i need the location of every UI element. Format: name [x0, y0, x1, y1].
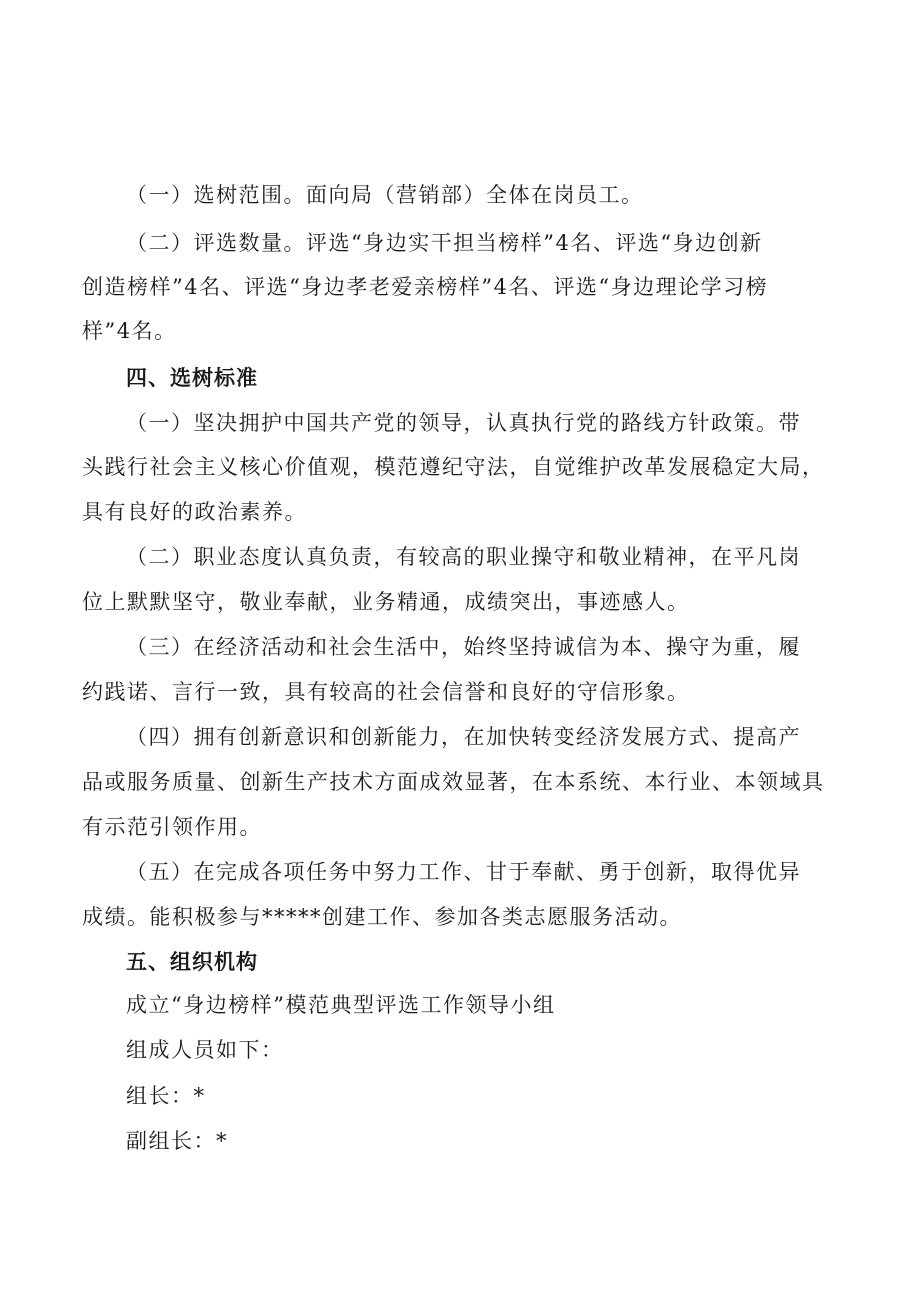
- criteria-line: 成绩。能积极参与*****创建工作、参加各类志愿服务活动。: [82, 905, 682, 929]
- team-leader-line: 组长：*: [126, 1084, 206, 1108]
- criteria-line: （三）在经济活动和社会生活中，始终坚持诚信为本、操守为重，履: [126, 635, 801, 659]
- organization-line: 组成人员如下：: [126, 1038, 284, 1062]
- deputy-leader-line: 副组长：*: [126, 1129, 228, 1153]
- section-heading-organization: 五、组织机构: [126, 950, 258, 974]
- criteria-line: （五）在完成各项任务中努力工作、甘于奉献、勇于创新，取得优异: [126, 860, 801, 884]
- organization-line: 成立“身边榜样”模范典型评选工作领导小组: [126, 993, 556, 1017]
- criteria-line: 具有良好的政治素养。: [82, 500, 307, 524]
- criteria-line: 品或服务质量、创新生产技术方面成效显著，在本系统、本行业、本领域具: [82, 770, 825, 794]
- criteria-line: 头践行社会主义核心价值观，模范遵纪守法，自觉维护改革发展稳定大局，: [82, 455, 825, 479]
- scope-paragraph: （一）选树范围。面向局（营销部）全体在岗员工。: [126, 183, 644, 207]
- criteria-line: （二）职业态度认真负责，有较高的职业操守和敬业精神，在平凡岗: [126, 545, 801, 569]
- quantity-paragraph-line: 创造榜样”4名、评选“身边孝老爱亲榜样”4名、评选“身边理论学习榜: [82, 275, 769, 299]
- quantity-paragraph-line: （二）评选数量。评选“身边实干担当榜样”4名、评选“身边创新: [126, 231, 763, 255]
- quantity-paragraph-line: 样”4名。: [82, 319, 177, 343]
- criteria-line: 位上默默坚守，敬业奉献，业务精通，成绩突出，事迹感人。: [82, 590, 690, 614]
- section-heading-criteria: 四、选树标准: [126, 366, 258, 390]
- criteria-line: 约践诺、言行一致，具有较高的社会信誉和良好的守信形象。: [82, 680, 690, 704]
- criteria-line: （四）拥有创新意识和创新能力，在加快转变经济发展方式、提高产: [126, 725, 801, 749]
- criteria-line: （一）坚决拥护中国共产党的领导，认真执行党的路线方针政策。带: [126, 411, 801, 435]
- criteria-line: 有示范引领作用。: [82, 815, 262, 839]
